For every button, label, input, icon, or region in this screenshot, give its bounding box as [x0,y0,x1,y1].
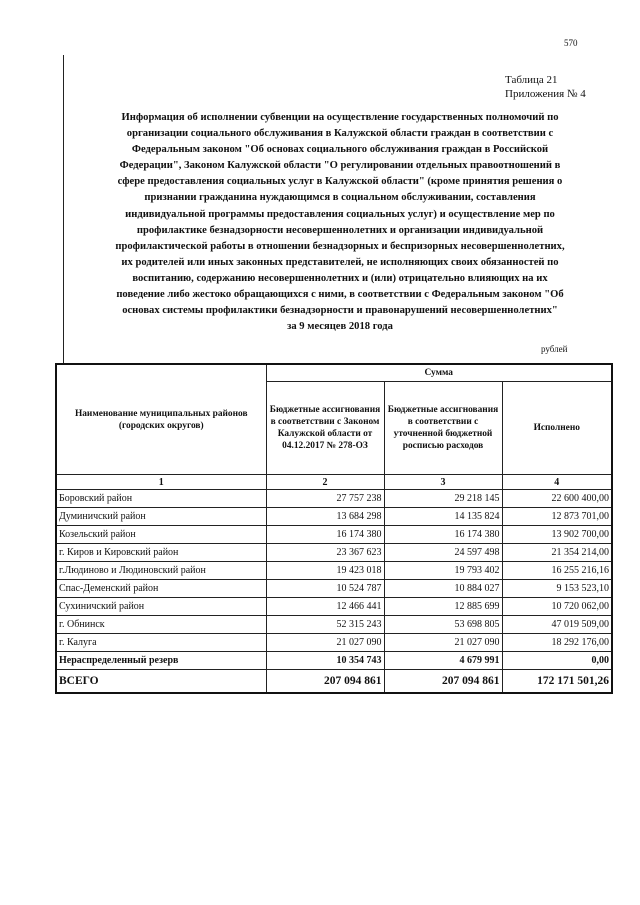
district-name: Спас-Деменский район [56,580,266,598]
executed-amount: 22 600 400,00 [502,490,612,508]
district-name: г.Людиново и Людиновский район [56,562,266,580]
column-header-revised-allocation: Бюджетные ассигнования в соответствии с уточненной бюджетной росписью расходов [384,382,502,475]
revised-allocation: 10 884 027 [384,580,502,598]
heading-line: сфере предоставления социальных услуг в Калужской области" (кроме принятия решения о [117,176,563,188]
page-number: 570 [564,38,578,48]
total-label: ВСЕГО [56,670,266,694]
reserve-row [56,652,612,670]
revised-allocation: 12 885 699 [384,598,502,616]
unit-label: рублей [541,344,568,354]
table-row [56,580,612,598]
heading-line: профилактической работы в отношении безнадзорных и беспризорных несовершеннолетних, [115,240,565,252]
district-name: Сухиничский район [56,598,266,616]
heading-line: Федерации", Законом Калужской области "О регулировании отдельных правоотношений в [119,160,561,172]
column-header-sum: Сумма [266,364,612,382]
revised-allocation: 24 597 498 [384,544,502,562]
reserve-executed-amount: 0,00 [502,652,612,670]
executed-amount: 12 873 701,00 [502,508,612,526]
executed-amount: 10 720 062,00 [502,598,612,616]
executed-amount: 13 902 700,00 [502,526,612,544]
heading-line: их родителей или иных законных представителей, не исполняющих своих обязанностей по [121,256,559,268]
table-label: Таблица 21 [505,74,558,86]
law-allocation: 23 367 623 [266,544,384,562]
total-executed-amount: 172 171 501,26 [502,670,612,694]
total-row [56,670,612,694]
table-reference [505,73,586,101]
district-name: г. Обнинск [56,616,266,634]
table-row [56,526,612,544]
column-number: 4 [502,475,612,490]
total-law-allocation: 207 094 861 [266,670,384,694]
column-header-executed: Исполнено [502,382,612,475]
law-allocation: 52 315 243 [266,616,384,634]
revised-allocation: 29 218 145 [384,490,502,508]
table-row [56,634,612,652]
table-row [56,616,612,634]
executed-amount: 47 019 509,00 [502,616,612,634]
law-allocation: 13 684 298 [266,508,384,526]
executed-amount: 18 292 176,00 [502,634,612,652]
law-allocation: 27 757 238 [266,490,384,508]
district-name: Думиничский район [56,508,266,526]
heading-line: Информация об исполнении субвенции на осуществление государственных полномочий по [121,112,559,123]
margin-line [63,55,64,363]
district-name: г. Калуга [56,634,266,652]
heading-line: профилактике безнадзорности несовершеннолетних и организации индивидуальной [136,224,544,236]
heading-line: индивидуальной программы предоставления социальных услуг) и осуществление мер по [125,208,555,220]
revised-allocation: 21 027 090 [384,634,502,652]
executed-amount: 16 255 216,16 [502,562,612,580]
heading-line: Федеральным законом "Об основах социального обслуживания граждан в Российской [131,144,549,156]
revised-allocation: 53 698 805 [384,616,502,634]
document-heading [66,110,614,335]
reserve-label: Нераспределенный резерв [56,652,266,670]
subvention-table [55,363,613,694]
revised-allocation: 16 174 380 [384,526,502,544]
district-name: Козельский район [56,526,266,544]
table-row [56,598,612,616]
reserve-revised-allocation: 4 679 991 [384,652,502,670]
column-header-law-allocation: Бюджетные ассигнования в соответствии с Законом Калужской области от 04.12.2017 № 278-ОЗ [266,382,384,475]
total-revised-allocation: 207 094 861 [384,670,502,694]
revised-allocation: 19 793 402 [384,562,502,580]
heading-line: признании гражданина нуждающимся в социальном обслуживании, составления [144,192,536,204]
column-number: 3 [384,475,502,490]
table-row [56,490,612,508]
law-allocation: 12 466 441 [266,598,384,616]
reserve-law-allocation: 10 354 743 [266,652,384,670]
law-allocation: 16 174 380 [266,526,384,544]
column-header-name: Наименование муниципальных районов (городских округов) [56,364,266,475]
law-allocation: 10 524 787 [266,580,384,598]
law-allocation: 19 423 018 [266,562,384,580]
heading-line: поведение либо жестоко обращающихся с ними, в соответствии с Федеральным законом "Об [116,289,564,301]
column-number: 2 [266,475,384,490]
heading-line: основах системы профилактики безнадзорности и правонарушений несовершеннолетних" [122,305,558,317]
revised-allocation: 14 135 824 [384,508,502,526]
executed-amount: 9 153 523,10 [502,580,612,598]
appendix-label: Приложения № 4 [505,88,586,100]
law-allocation: 21 027 090 [266,634,384,652]
table-row [56,562,612,580]
table-row [56,508,612,526]
district-name: Боровский район [56,490,266,508]
executed-amount: 21 354 214,00 [502,544,612,562]
table-row [56,544,612,562]
district-name: г. Киров и Кировский район [56,544,266,562]
column-number: 1 [56,475,266,490]
heading-line: организации социального обслуживания в Калужской области граждан в соответствии с [126,128,554,140]
heading-line: за 9 месяцев 2018 года [287,321,393,333]
heading-line: воспитанию, содержанию несовершеннолетних и (или) отрицательно влияющих на их [132,272,548,284]
